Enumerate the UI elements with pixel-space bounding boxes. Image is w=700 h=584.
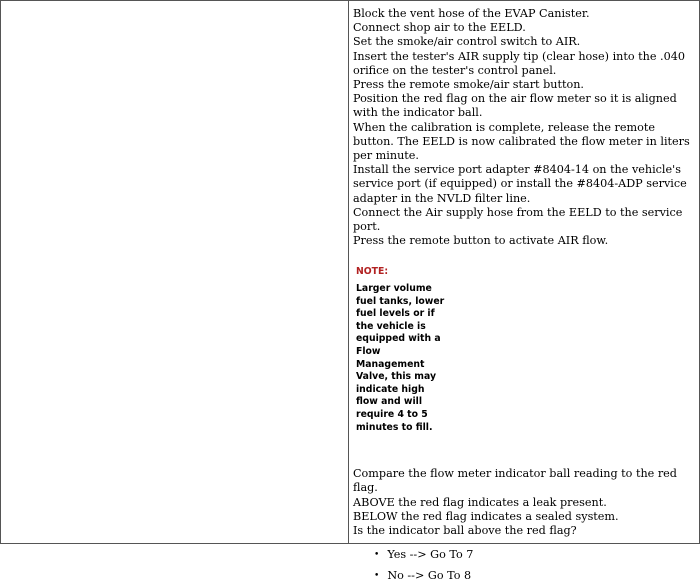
question-line: Is the indicator ball above the red flag?: [353, 523, 577, 537]
compare-line: ABOVE the red flag indicates a leak present.: [353, 495, 607, 509]
compare-line: Compare the flow meter indicator ball reading to the red flag.: [353, 467, 677, 495]
note-text: Larger volume fuel tanks, lower fuel levels or if the vehicle is equipped with a Flow Management Valve, this may indicate high flow and will require 4 to 5 minutes to fill.: [356, 283, 445, 433]
note-label: NOTE:: [356, 266, 389, 278]
bullet-icon: •: [374, 571, 380, 582]
left-empty-cell: [1, 1, 349, 543]
steps-block: [353, 7, 693, 248]
compare-block: [353, 467, 693, 538]
option-no[interactable]: [374, 569, 693, 583]
step-line: Block the vent hose of the EVAP Canister.: [353, 7, 590, 20]
step-line: When the calibration is complete, release the remote button. The EELD is now calibrated the flow meter in liters per minute.: [353, 120, 690, 163]
option-yes[interactable]: [374, 548, 693, 562]
option-no-label[interactable]: No --> Go To 8: [387, 569, 472, 583]
step-line: Connect shop air to the EELD.: [353, 21, 526, 35]
note-block: [356, 266, 448, 434]
step-line: Position the red flag on the air flow meter so it is aligned with the indicator ball.: [353, 92, 677, 120]
step-line: Install the service port adapter #8404-14 on the vehicle's service port (if equipped) or install the #8404-ADP service adapter in the NVLD filter line.: [353, 163, 687, 205]
answer-options-list: [353, 548, 693, 583]
step-line: Press the remote smoke/air start button.: [353, 78, 584, 92]
step-line: Insert the tester's AIR supply tip (clear hose) into the .040 orifice on the tester's control panel.: [353, 49, 685, 77]
compare-line: BELOW the red flag indicates a sealed system.: [353, 509, 619, 523]
step-line: Connect the Air supply hose from the EELD to the service port.: [353, 205, 683, 234]
bullet-icon: •: [374, 550, 380, 561]
step-line: Press the remote button to activate AIR flow.: [353, 234, 609, 248]
option-yes-label[interactable]: Yes --> Go To 7: [387, 548, 474, 562]
instruction-cell: [349, 1, 699, 583]
step-line: Set the smoke/air control switch to AIR.: [353, 35, 581, 49]
